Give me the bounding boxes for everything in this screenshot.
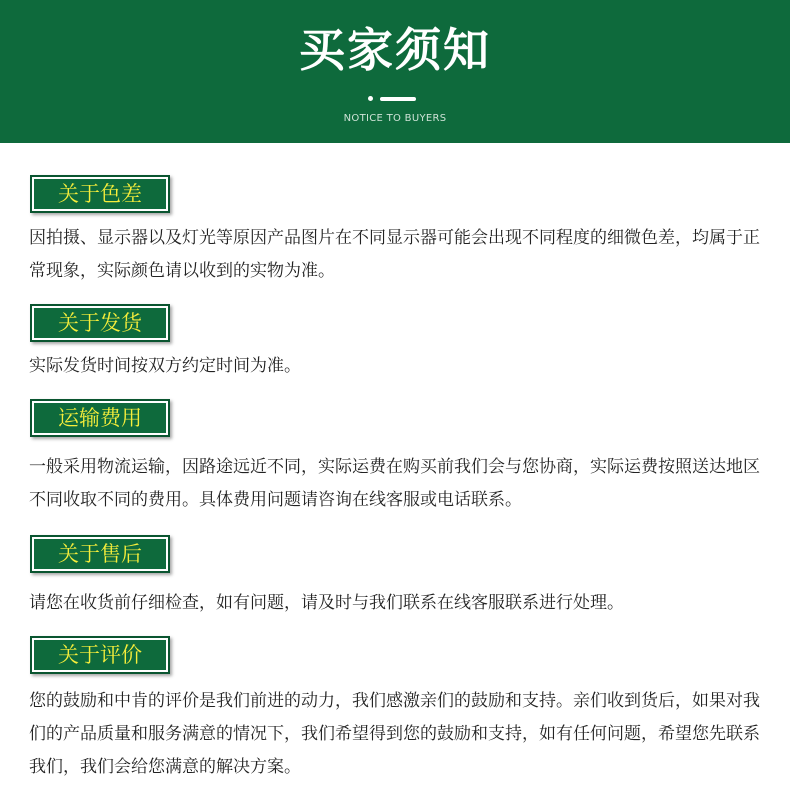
section-text-shipping: 实际发货时间按双方约定时间为准。 [29,356,301,376]
page-title: 买家须知 [299,23,491,77]
page-subtitle: NOTICE TO BUYERS [343,113,447,124]
ornament-dot [368,96,373,101]
section-heading-shipping: 关于发货 [30,304,170,342]
ornament-dash [380,97,416,101]
section-heading-freight-cost: 运输费用 [30,399,170,437]
section-text-color-difference: 因拍摄、显示器以及灯光等原因产品图片在不同显示器可能会出现不同程度的细微色差，均属于正常现象，实际颜色请以收到的实物为准。 [29,228,760,281]
section-text-reviews: 您的鼓励和中肯的评价是我们前进的动力，我们感激亲们的鼓励和支持。亲们收到货后，如果对我们的产品质量和服务满意的情况下，我们希望得到您的鼓励和支持，如有任何问题，希望您先联系我们，我们会给您满意的解决方案。 [29,691,760,777]
section-text-freight-cost: 一般采用物流运输，因路途远近不同，实际运费在购买前我们会与您协商，实际运费按照送达地区不同收取不同的费用。具体费用问题请咨询在线客服或电话联系。 [29,457,760,510]
title-ornament [368,96,428,102]
section-heading-after-sales: 关于售后 [30,535,170,573]
header-banner [0,0,790,143]
section-heading-reviews: 关于评价 [30,636,170,674]
section-heading-color-difference: 关于色差 [30,175,170,213]
section-text-after-sales: 请您在收货前仔细检查，如有问题，请及时与我们联系在线客服联系进行处理。 [29,593,624,613]
